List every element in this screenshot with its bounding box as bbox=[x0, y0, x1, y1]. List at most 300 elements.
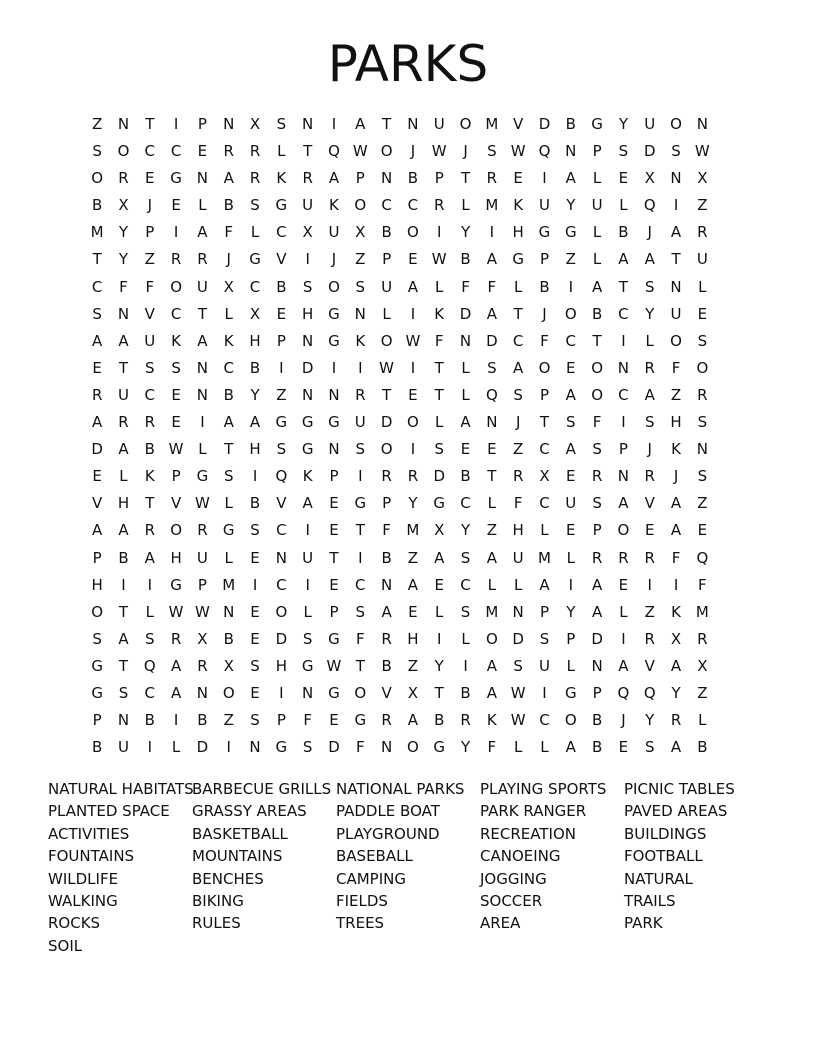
grid-cell[interactable]: O bbox=[380, 440, 393, 459]
grid-cell[interactable]: A bbox=[644, 385, 655, 404]
grid-cell[interactable]: A bbox=[249, 413, 261, 432]
grid-cell[interactable]: Y bbox=[645, 304, 655, 323]
grid-cell[interactable]: X bbox=[355, 223, 366, 242]
grid-cell[interactable]: R bbox=[644, 548, 655, 567]
grid-cell[interactable]: O bbox=[670, 331, 682, 350]
grid-cell[interactable]: D bbox=[275, 629, 288, 648]
grid-cell[interactable]: N bbox=[591, 656, 603, 675]
grid-cell[interactable]: U bbox=[538, 196, 550, 215]
grid-cell[interactable]: H bbox=[275, 656, 287, 675]
grid-cell[interactable]: C bbox=[407, 196, 419, 215]
grid-cell[interactable]: O bbox=[380, 142, 393, 161]
grid-cell[interactable]: I bbox=[410, 358, 416, 377]
grid-cell[interactable]: U bbox=[117, 738, 129, 757]
grid-cell[interactable]: L bbox=[592, 169, 602, 188]
grid-cell[interactable]: K bbox=[486, 711, 497, 730]
grid-cell[interactable]: W bbox=[352, 142, 368, 161]
grid-cell[interactable]: R bbox=[591, 467, 603, 486]
grid-cell[interactable]: S bbox=[223, 467, 234, 486]
grid-cell[interactable]: R bbox=[512, 467, 524, 486]
grid-cell[interactable]: I bbox=[358, 358, 363, 377]
grid-cell[interactable]: J bbox=[226, 250, 231, 269]
grid-cell[interactable]: S bbox=[145, 629, 155, 648]
grid-cell[interactable]: R bbox=[381, 629, 392, 648]
grid-cell[interactable]: T bbox=[224, 440, 234, 459]
grid-cell[interactable]: R bbox=[460, 711, 471, 730]
grid-cell[interactable]: A bbox=[92, 413, 103, 432]
grid-cell[interactable]: L bbox=[461, 358, 470, 377]
grid-cell[interactable]: O bbox=[591, 385, 603, 404]
grid-cell[interactable]: D bbox=[591, 629, 603, 648]
grid-cell[interactable]: P bbox=[329, 602, 339, 621]
grid-cell[interactable]: O bbox=[380, 331, 393, 350]
grid-cell[interactable]: I bbox=[673, 575, 679, 594]
grid-cell[interactable]: A bbox=[539, 575, 550, 594]
grid-cell[interactable]: T bbox=[197, 304, 207, 323]
grid-cell[interactable]: H bbox=[117, 494, 130, 513]
grid-cell[interactable]: I bbox=[173, 223, 179, 242]
grid-cell[interactable]: T bbox=[487, 467, 497, 486]
grid-cell[interactable]: P bbox=[539, 602, 549, 621]
grid-cell[interactable]: K bbox=[171, 331, 182, 350]
grid-cell[interactable]: T bbox=[145, 494, 155, 513]
grid-cell[interactable]: P bbox=[92, 711, 102, 730]
grid-cell[interactable]: I bbox=[410, 440, 416, 459]
grid-cell[interactable]: C bbox=[565, 331, 577, 350]
grid-cell[interactable]: G bbox=[538, 223, 551, 242]
grid-cell[interactable]: U bbox=[302, 548, 314, 567]
grid-cell[interactable]: I bbox=[568, 575, 573, 594]
grid-cell[interactable]: Z bbox=[92, 115, 103, 133]
grid-cell[interactable]: S bbox=[276, 440, 287, 459]
grid-cell[interactable]: N bbox=[117, 115, 130, 133]
grid-cell[interactable]: L bbox=[198, 196, 207, 215]
grid-cell[interactable]: R bbox=[197, 521, 208, 540]
grid-cell[interactable]: N bbox=[459, 331, 472, 350]
grid-cell[interactable]: G bbox=[328, 331, 340, 350]
grid-cell[interactable]: Y bbox=[460, 738, 471, 757]
grid-cell[interactable]: N bbox=[380, 575, 393, 594]
grid-cell[interactable]: W bbox=[194, 602, 210, 621]
grid-cell[interactable]: X bbox=[670, 629, 682, 648]
grid-cell[interactable]: I bbox=[542, 683, 547, 702]
grid-cell[interactable]: L bbox=[145, 602, 154, 621]
grid-cell[interactable]: O bbox=[591, 358, 603, 377]
grid-cell[interactable]: A bbox=[223, 413, 234, 432]
grid-cell[interactable]: D bbox=[328, 738, 340, 757]
grid-cell[interactable]: V bbox=[644, 656, 655, 675]
grid-cell[interactable]: I bbox=[305, 521, 310, 540]
grid-cell[interactable]: A bbox=[407, 575, 419, 594]
grid-cell[interactable]: W bbox=[405, 331, 421, 350]
grid-cell[interactable]: A bbox=[670, 494, 682, 513]
grid-cell[interactable]: S bbox=[513, 656, 523, 675]
grid-cell[interactable]: L bbox=[382, 304, 391, 323]
grid-cell[interactable]: I bbox=[437, 223, 442, 242]
grid-cell[interactable]: W bbox=[379, 358, 395, 377]
grid-cell[interactable]: O bbox=[407, 738, 419, 757]
grid-cell[interactable]: N bbox=[275, 548, 287, 567]
grid-cell[interactable]: C bbox=[539, 494, 550, 513]
grid-cell[interactable]: J bbox=[331, 250, 337, 269]
grid-cell[interactable]: P bbox=[539, 385, 549, 404]
grid-cell[interactable]: R bbox=[302, 169, 313, 188]
grid-cell[interactable]: A bbox=[670, 738, 682, 757]
grid-cell[interactable]: H bbox=[302, 304, 314, 323]
grid-cell[interactable]: B bbox=[460, 683, 471, 702]
grid-cell[interactable]: D bbox=[643, 142, 656, 161]
grid-cell[interactable]: Z bbox=[407, 548, 419, 567]
grid-cell[interactable]: E bbox=[566, 467, 576, 486]
grid-cell[interactable]: S bbox=[250, 521, 260, 540]
grid-cell[interactable]: L bbox=[303, 602, 312, 621]
grid-cell[interactable]: R bbox=[144, 521, 155, 540]
grid-cell[interactable]: C bbox=[618, 304, 629, 323]
grid-cell[interactable]: Q bbox=[485, 385, 498, 404]
grid-cell[interactable]: D bbox=[301, 358, 314, 377]
grid-cell[interactable]: T bbox=[513, 304, 523, 323]
grid-cell[interactable]: A bbox=[670, 656, 682, 675]
grid-cell[interactable]: G bbox=[354, 711, 367, 730]
grid-cell[interactable]: L bbox=[435, 602, 444, 621]
grid-cell[interactable]: F bbox=[698, 575, 707, 594]
grid-cell[interactable]: K bbox=[355, 331, 366, 350]
grid-cell[interactable]: O bbox=[564, 304, 577, 323]
grid-cell[interactable]: B bbox=[381, 223, 392, 242]
grid-cell[interactable]: S bbox=[644, 738, 655, 757]
grid-cell[interactable]: B bbox=[92, 738, 103, 757]
grid-cell[interactable]: K bbox=[276, 169, 287, 188]
grid-cell[interactable]: H bbox=[512, 223, 524, 242]
grid-cell[interactable]: M bbox=[485, 602, 499, 621]
grid-cell[interactable]: J bbox=[647, 223, 652, 242]
grid-cell[interactable]: Z bbox=[697, 683, 708, 702]
grid-cell[interactable]: X bbox=[223, 277, 234, 296]
grid-cell[interactable]: D bbox=[538, 115, 551, 133]
grid-cell[interactable]: V bbox=[276, 494, 287, 513]
grid-cell[interactable]: A bbox=[486, 683, 497, 702]
grid-cell[interactable]: X bbox=[197, 629, 208, 648]
grid-cell[interactable]: M bbox=[537, 548, 551, 567]
grid-cell[interactable]: A bbox=[407, 277, 419, 296]
grid-cell[interactable]: N bbox=[196, 385, 209, 404]
grid-cell[interactable]: E bbox=[329, 494, 339, 513]
grid-cell[interactable]: O bbox=[407, 413, 419, 432]
grid-cell[interactable]: R bbox=[670, 711, 682, 730]
grid-cell[interactable]: V bbox=[144, 304, 155, 323]
grid-cell[interactable]: G bbox=[564, 683, 577, 702]
grid-cell[interactable]: E bbox=[171, 413, 181, 432]
grid-cell[interactable]: L bbox=[619, 602, 628, 621]
grid-cell[interactable]: W bbox=[694, 142, 710, 161]
grid-cell[interactable]: L bbox=[119, 467, 128, 486]
grid-cell[interactable]: M bbox=[90, 223, 104, 242]
grid-cell[interactable]: D bbox=[380, 413, 393, 432]
grid-cell[interactable]: I bbox=[621, 629, 626, 648]
grid-cell[interactable]: C bbox=[539, 440, 550, 459]
grid-cell[interactable]: G bbox=[275, 413, 288, 432]
grid-cell[interactable]: R bbox=[434, 196, 445, 215]
grid-cell[interactable]: L bbox=[619, 196, 628, 215]
grid-cell[interactable]: C bbox=[91, 277, 103, 296]
grid-cell[interactable]: B bbox=[197, 711, 208, 730]
grid-cell[interactable]: S bbox=[302, 277, 313, 296]
grid-cell[interactable]: A bbox=[486, 548, 497, 567]
grid-cell[interactable]: B bbox=[92, 196, 103, 215]
grid-cell[interactable]: B bbox=[223, 196, 234, 215]
grid-cell[interactable]: Z bbox=[276, 385, 287, 404]
grid-cell[interactable]: S bbox=[250, 196, 260, 215]
grid-cell[interactable]: C bbox=[249, 277, 261, 296]
grid-cell[interactable]: J bbox=[542, 304, 547, 323]
grid-cell[interactable]: R bbox=[486, 169, 498, 188]
grid-cell[interactable]: R bbox=[223, 142, 234, 161]
grid-cell[interactable]: O bbox=[91, 602, 104, 621]
grid-cell[interactable]: L bbox=[461, 629, 470, 648]
grid-cell[interactable]: P bbox=[276, 331, 286, 350]
grid-cell[interactable]: Y bbox=[618, 115, 628, 133]
grid-cell[interactable]: N bbox=[380, 169, 393, 188]
grid-cell[interactable]: E bbox=[250, 629, 260, 648]
grid-cell[interactable]: E bbox=[276, 304, 287, 323]
grid-cell[interactable]: S bbox=[92, 142, 102, 161]
grid-cell[interactable]: P bbox=[434, 169, 444, 188]
grid-cell[interactable]: I bbox=[358, 548, 363, 567]
grid-cell[interactable]: N bbox=[196, 683, 209, 702]
grid-cell[interactable]: G bbox=[354, 494, 367, 513]
grid-cell[interactable]: U bbox=[381, 277, 393, 296]
grid-cell[interactable]: Y bbox=[408, 494, 418, 513]
grid-cell[interactable]: W bbox=[431, 250, 447, 269]
grid-cell[interactable]: K bbox=[671, 440, 681, 459]
grid-cell[interactable]: E bbox=[250, 548, 260, 567]
grid-cell[interactable]: O bbox=[617, 521, 630, 540]
grid-cell[interactable]: O bbox=[485, 629, 498, 648]
grid-cell[interactable]: E bbox=[618, 169, 629, 188]
grid-cell[interactable]: T bbox=[145, 115, 155, 133]
grid-cell[interactable]: Y bbox=[118, 250, 129, 269]
grid-cell[interactable]: S bbox=[92, 629, 102, 648]
grid-cell[interactable]: E bbox=[250, 683, 260, 702]
grid-cell[interactable]: N bbox=[249, 738, 261, 757]
grid-cell[interactable]: I bbox=[252, 467, 258, 486]
grid-cell[interactable]: T bbox=[434, 385, 444, 404]
grid-cell[interactable]: Z bbox=[697, 196, 708, 215]
grid-cell[interactable]: T bbox=[92, 250, 102, 269]
grid-cell[interactable]: I bbox=[673, 196, 679, 215]
grid-cell[interactable]: G bbox=[301, 440, 314, 459]
grid-cell[interactable]: B bbox=[460, 467, 471, 486]
grid-cell[interactable]: B bbox=[276, 277, 287, 296]
grid-cell[interactable]: A bbox=[618, 656, 629, 675]
grid-cell[interactable]: I bbox=[173, 711, 179, 730]
grid-cell[interactable]: E bbox=[697, 521, 708, 540]
grid-cell[interactable]: G bbox=[433, 494, 446, 513]
grid-cell[interactable]: A bbox=[92, 521, 103, 540]
grid-cell[interactable]: R bbox=[381, 467, 392, 486]
grid-cell[interactable]: I bbox=[173, 115, 179, 133]
grid-cell[interactable]: Z bbox=[513, 440, 524, 459]
grid-cell[interactable]: I bbox=[331, 115, 337, 133]
grid-cell[interactable]: A bbox=[144, 548, 155, 567]
grid-cell[interactable]: I bbox=[147, 575, 152, 594]
grid-cell[interactable]: P bbox=[197, 115, 207, 133]
grid-cell[interactable]: G bbox=[222, 521, 235, 540]
grid-cell[interactable]: S bbox=[513, 385, 523, 404]
grid-cell[interactable]: G bbox=[275, 738, 288, 757]
grid-cell[interactable]: I bbox=[568, 277, 573, 296]
grid-cell[interactable]: H bbox=[249, 331, 261, 350]
grid-cell[interactable]: R bbox=[118, 413, 129, 432]
grid-cell[interactable]: N bbox=[617, 467, 630, 486]
grid-cell[interactable]: P bbox=[592, 142, 602, 161]
grid-cell[interactable]: E bbox=[566, 521, 576, 540]
grid-cell[interactable]: U bbox=[538, 656, 550, 675]
grid-cell[interactable]: Q bbox=[696, 548, 709, 567]
grid-cell[interactable]: U bbox=[565, 494, 577, 513]
grid-cell[interactable]: T bbox=[618, 277, 628, 296]
grid-cell[interactable]: G bbox=[591, 115, 603, 133]
grid-cell[interactable]: I bbox=[489, 223, 495, 242]
grid-cell[interactable]: E bbox=[92, 467, 102, 486]
grid-cell[interactable]: O bbox=[328, 277, 340, 296]
grid-cell[interactable]: S bbox=[250, 656, 260, 675]
grid-cell[interactable]: L bbox=[592, 223, 602, 242]
grid-cell[interactable]: M bbox=[485, 196, 499, 215]
grid-cell[interactable]: B bbox=[381, 548, 392, 567]
grid-cell[interactable]: A bbox=[407, 711, 419, 730]
grid-cell[interactable]: J bbox=[621, 711, 626, 730]
grid-cell[interactable]: C bbox=[276, 223, 287, 242]
grid-cell[interactable]: L bbox=[435, 277, 444, 296]
grid-cell[interactable]: A bbox=[434, 548, 445, 567]
grid-cell[interactable]: I bbox=[647, 575, 652, 594]
grid-cell[interactable]: A bbox=[92, 331, 103, 350]
grid-cell[interactable]: P bbox=[382, 494, 392, 513]
grid-cell[interactable]: I bbox=[147, 738, 152, 757]
grid-cell[interactable]: N bbox=[302, 385, 314, 404]
grid-cell[interactable]: L bbox=[566, 548, 575, 567]
grid-cell[interactable]: C bbox=[144, 142, 156, 161]
grid-cell[interactable]: K bbox=[223, 331, 234, 350]
grid-cell[interactable]: A bbox=[618, 494, 629, 513]
grid-cell[interactable]: E bbox=[250, 602, 260, 621]
grid-cell[interactable]: S bbox=[118, 683, 129, 702]
grid-cell[interactable]: I bbox=[621, 331, 626, 350]
grid-cell[interactable]: A bbox=[118, 331, 129, 350]
grid-cell[interactable]: D bbox=[459, 304, 472, 323]
grid-cell[interactable]: Y bbox=[250, 385, 260, 404]
grid-cell[interactable]: C bbox=[381, 196, 392, 215]
grid-cell[interactable]: M bbox=[222, 575, 236, 594]
grid-cell[interactable]: K bbox=[329, 196, 339, 215]
grid-cell[interactable]: A bbox=[513, 358, 524, 377]
grid-cell[interactable]: T bbox=[592, 331, 602, 350]
grid-cell[interactable]: W bbox=[431, 142, 447, 161]
grid-cell[interactable]: R bbox=[91, 385, 103, 404]
grid-cell[interactable]: G bbox=[328, 629, 340, 648]
grid-cell[interactable]: C bbox=[144, 385, 156, 404]
grid-cell[interactable]: N bbox=[302, 115, 314, 133]
grid-cell[interactable]: O bbox=[538, 358, 551, 377]
grid-cell[interactable]: A bbox=[302, 494, 313, 513]
grid-cell[interactable]: L bbox=[435, 413, 444, 432]
grid-cell[interactable]: A bbox=[591, 277, 603, 296]
grid-cell[interactable]: S bbox=[171, 358, 181, 377]
grid-cell[interactable]: Z bbox=[697, 494, 708, 513]
grid-cell[interactable]: L bbox=[250, 223, 260, 242]
grid-cell[interactable]: P bbox=[276, 711, 286, 730]
grid-cell[interactable]: B bbox=[591, 738, 603, 757]
grid-cell[interactable]: N bbox=[670, 169, 682, 188]
grid-cell[interactable]: A bbox=[565, 385, 576, 404]
grid-cell[interactable]: B bbox=[539, 277, 550, 296]
grid-cell[interactable]: F bbox=[119, 277, 128, 296]
grid-cell[interactable]: P bbox=[171, 467, 181, 486]
grid-cell[interactable]: N bbox=[354, 304, 366, 323]
grid-cell[interactable]: R bbox=[118, 169, 129, 188]
grid-cell[interactable]: M bbox=[406, 521, 420, 540]
grid-cell[interactable]: X bbox=[644, 169, 655, 188]
grid-cell[interactable]: N bbox=[696, 440, 708, 459]
grid-cell[interactable]: R bbox=[618, 548, 629, 567]
grid-cell[interactable]: Z bbox=[223, 711, 234, 730]
grid-cell[interactable]: L bbox=[461, 196, 470, 215]
grid-cell[interactable]: V bbox=[644, 494, 655, 513]
grid-cell[interactable]: R bbox=[144, 413, 155, 432]
grid-cell[interactable]: O bbox=[354, 196, 367, 215]
grid-cell[interactable]: X bbox=[223, 656, 234, 675]
grid-cell[interactable]: B bbox=[223, 385, 234, 404]
grid-cell[interactable]: R bbox=[197, 656, 208, 675]
grid-cell[interactable]: R bbox=[170, 250, 182, 269]
grid-cell[interactable]: W bbox=[194, 494, 210, 513]
grid-cell[interactable]: V bbox=[92, 494, 103, 513]
grid-cell[interactable]: B bbox=[407, 169, 419, 188]
grid-cell[interactable]: H bbox=[407, 629, 419, 648]
grid-cell[interactable]: A bbox=[644, 250, 655, 269]
grid-cell[interactable]: T bbox=[434, 358, 444, 377]
grid-cell[interactable]: E bbox=[513, 169, 523, 188]
grid-cell[interactable]: B bbox=[249, 358, 261, 377]
grid-cell[interactable]: G bbox=[512, 250, 524, 269]
grid-cell[interactable]: G bbox=[196, 467, 209, 486]
grid-cell[interactable]: S bbox=[460, 548, 471, 567]
grid-cell[interactable]: T bbox=[539, 413, 550, 432]
grid-cell[interactable]: G bbox=[91, 656, 103, 675]
grid-cell[interactable]: A bbox=[565, 738, 576, 757]
grid-cell[interactable]: A bbox=[486, 656, 497, 675]
grid-cell[interactable]: M bbox=[695, 602, 709, 621]
grid-cell[interactable]: T bbox=[118, 358, 129, 377]
grid-cell[interactable]: P bbox=[92, 548, 102, 567]
grid-cell[interactable]: O bbox=[564, 711, 577, 730]
grid-cell[interactable]: K bbox=[671, 602, 681, 621]
grid-cell[interactable]: U bbox=[512, 548, 524, 567]
grid-cell[interactable]: L bbox=[461, 385, 470, 404]
grid-cell[interactable]: G bbox=[328, 683, 340, 702]
grid-cell[interactable]: C bbox=[276, 575, 287, 594]
grid-cell[interactable]: Y bbox=[434, 656, 444, 675]
grid-cell[interactable]: B bbox=[381, 656, 392, 675]
grid-cell[interactable]: W bbox=[510, 683, 526, 702]
grid-cell[interactable]: E bbox=[329, 521, 339, 540]
grid-cell[interactable]: L bbox=[487, 494, 497, 513]
grid-cell[interactable]: A bbox=[670, 223, 682, 242]
grid-cell[interactable]: M bbox=[485, 115, 499, 133]
grid-cell[interactable]: N bbox=[302, 331, 314, 350]
grid-cell[interactable]: R bbox=[381, 711, 392, 730]
